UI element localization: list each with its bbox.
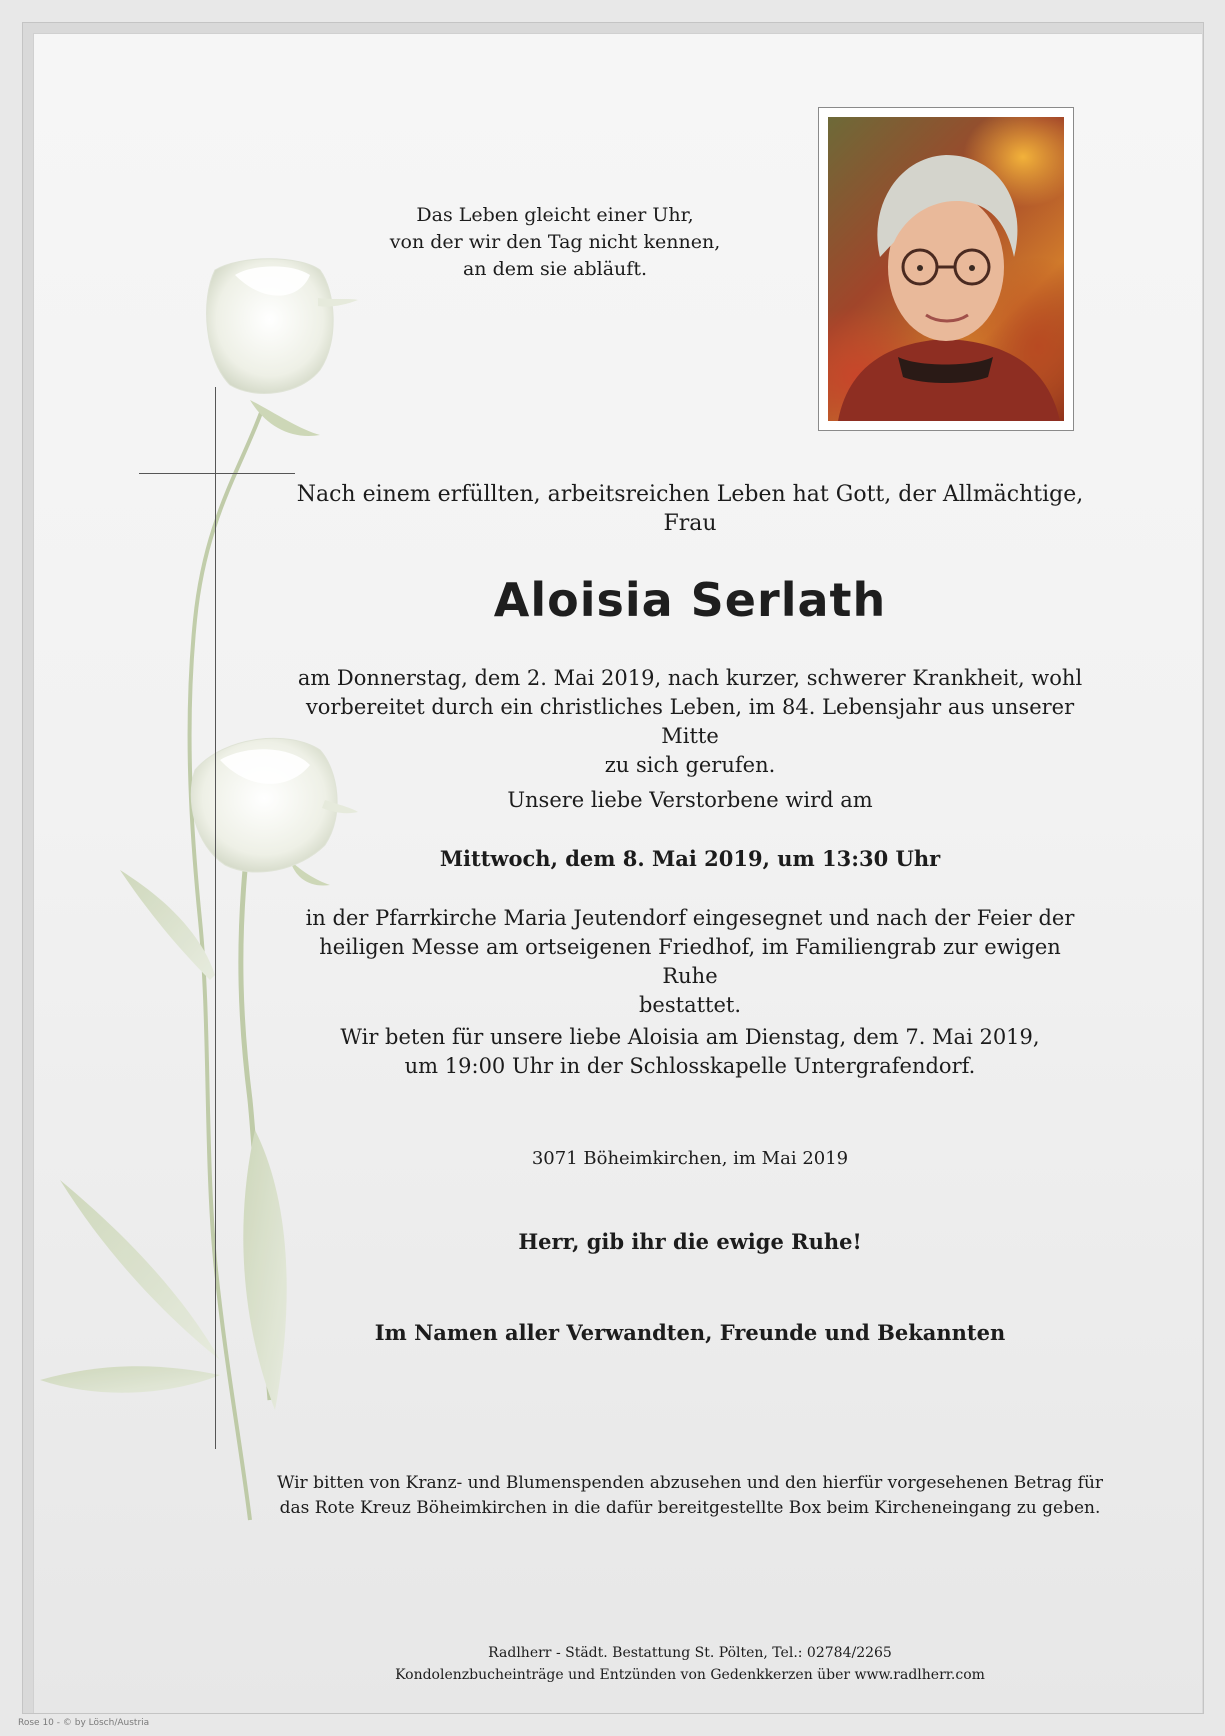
signed-by: Im Namen aller Verwandten, Freunde und Bekannten [374, 1320, 1006, 1345]
blessing: Herr, gib ihr die ewige Ruhe! [518, 1229, 862, 1254]
image-credit: Rose 10 - © by Lösch/Austria [18, 1718, 150, 1728]
footer-line: Kondolenzbucheinträge und Entzünden von Gedenkkerzen über www.radlherr.com [395, 1667, 985, 1683]
quote-line: an dem sie abläuft. [462, 258, 648, 280]
place-and-date: 3071 Böheimkirchen, im Mai 2019 [531, 1148, 849, 1169]
death-notice [290, 664, 1090, 780]
portrait-photo-frame [818, 107, 1074, 431]
funeral-details [290, 904, 1090, 1020]
intro-line: Frau [663, 511, 717, 536]
prayer-notice-line: um 19:00 Uhr in der Schlosskapelle Untergrafendorf. [404, 1054, 976, 1078]
donation-request [270, 1471, 1110, 1521]
intro-line: Nach einem erfüllten, arbeitsreichen Leben hat Gott, der Allmächtige, [296, 482, 1084, 507]
funeral-details-line: heiligen Messe am ortseigenen Friedhof, im Familiengrab zur ewigen Ruhe [319, 935, 1061, 988]
donation-request-line: Wir bitten von Kranz- und Blumenspenden abzusehen und den hierfür vorgesehenen Betrag für [276, 1473, 1104, 1493]
death-notice-line: am Donnerstag, dem 2. Mai 2019, nach kurzer, schwerer Krankheit, wohl [297, 666, 1083, 690]
donation-request-line: das Rote Kreuz Böheimkirchen in die dafür bereitgestellte Box beim Kircheneingang zu geben. [279, 1498, 1101, 1518]
funeral-intro: Unsere liebe Verstorbene wird am [507, 788, 873, 812]
intro-text [290, 480, 1090, 538]
prayer-notice [290, 1023, 1090, 1081]
funeral-details-line: in der Pfarrkirche Maria Jeutendorf eingesegnet und nach der Feier der [305, 906, 1075, 930]
cross-vertical-bar [215, 387, 216, 1449]
death-notice-line: vorbereitet durch ein christliches Leben, im 84. Lebensjahr aus unserer Mitte [305, 695, 1075, 748]
prayer-notice-line: Wir beten für unsere liebe Aloisia am Dienstag, dem 7. Mai 2019, [340, 1025, 1040, 1049]
portrait-photo [828, 117, 1064, 421]
portrait-figure [828, 117, 1064, 421]
death-notice-line: zu sich gerufen. [604, 753, 776, 777]
deceased-name: Aloisia Serlath [493, 573, 887, 627]
footer-line: Radlherr - Städt. Bestattung St. Pölten, Tel.: 02784/2265 [488, 1645, 892, 1661]
funeral-details-line: bestattet. [638, 993, 742, 1017]
memorial-quote [330, 202, 780, 283]
cross-horizontal-bar [139, 473, 295, 474]
quote-line: Das Leben gleicht einer Uhr, [416, 204, 694, 226]
quote-line: von der wir den Tag nicht kennen, [389, 231, 721, 253]
funeral-date: Mittwoch, dem 8. Mai 2019, um 13:30 Uhr [439, 846, 941, 871]
undertaker-footer [330, 1642, 1050, 1686]
